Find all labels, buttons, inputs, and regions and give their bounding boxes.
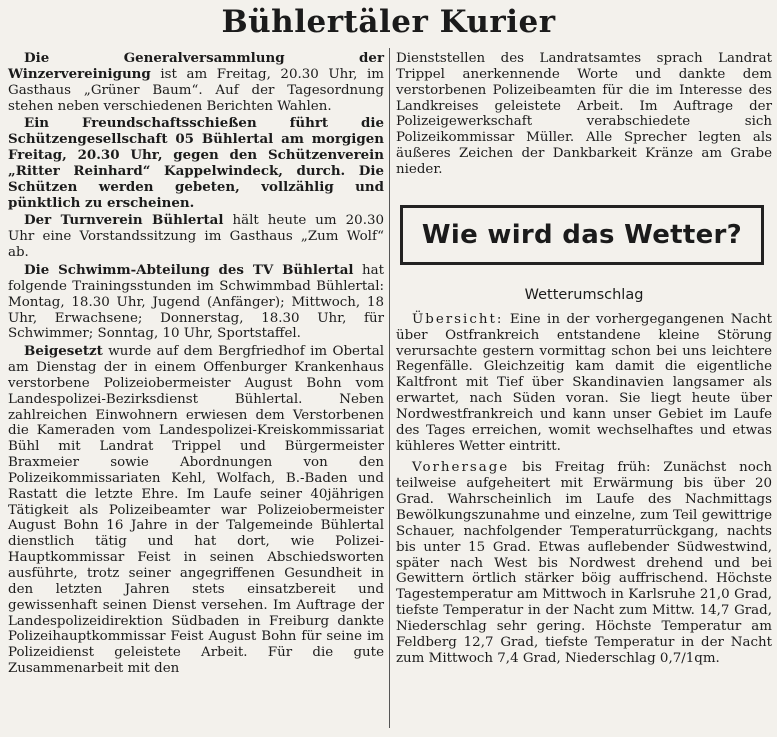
column-divider [389,48,390,728]
news-lead: Ein Freundschaftsschießen führt die Schützengesellschaft 05 Bühlertal am morgigen Freitag, 20.30 Uhr, gegen den Schützenverein „Ritter Reinhard“ Kappelwindeck, durch. Die Schützen werden gebeten, vollzählig und pünktlich zu erscheinen. [8,115,384,211]
news-lead: Der Turnverein Bühlertal [24,212,224,229]
weather-overview [396,312,772,455]
news-item [8,116,384,211]
overview-label: Übersicht: [412,311,504,327]
weather-subtitle: Wetterumschlag [524,287,644,303]
news-lead: Beigesetzt [24,343,103,360]
news-item [8,263,384,342]
news-item [8,344,384,677]
forecast-text: bis Freitag früh: Zunächst noch teilweise aufgeheitert mit Erwärmung bis über 20 Grad. Wahrscheinlich im Laufe des Nachmittags Bewölkungszunahme und einzelne, zum Teil gewittrige Schauer, nachfolgender Temperaturrückgang, nachts bis unter 15 Grad. Etwas auflebender Südwestwind, später nach West bis Nordwest drehend und bei Gewittern örtlich stärker böig auffrischend. Höchste Tagestemperatur am Mittwoch in Karlsruhe 21,0 Grad, tiefste Temperatur in der Nacht zum Mittw. 14,7 Grad, Niederschlag sehr gering. Höchste Temperatur am Feldberg 12,7 Grad, tiefste Temperatur in der Nacht zum Mittwoch 7,4 Grad, Niederschlag 0,7/1qm. [396,460,772,666]
news-item [8,213,384,261]
news-text: hat folgende Trainingsstunden im Schwimmbad Bühlertal: Montag, 18.30 Uhr, Jugend (Anfänger); Mittwoch, 18 Uhr, Erwachsene; Donnerstag, 18.30 Uhr, für Schwimmer; Sonntag, 10 Uhr, Sportstaffel. [8,262,384,342]
right-column-top [396,51,772,180]
masthead-title: Bühlertäler Kurier [221,4,556,40]
news-continuation: Dienststellen des Landratsamtes sprach Landrat Trippel anerkennende Worte und dankte dem verstorbenen Polizeibeamten für die im Interesse des Landkreises geleistete Arbeit. Im Auftrage der Polizeigewerkschaft verabschiedete sich Polizeikommissar Müller. Alle Sprecher legten als äußeres Zeichen der Dankbarkeit Kränze am Grabe nieder. [396,51,772,177]
overview-text: Eine in der vorhergegangenen Nacht über Ostfrankreich entstandene kleine Störung verursachte gestern vormittag schon bei uns leichtere Regenfälle. Gleichzeitig kam damit die eigentliche Kaltfront mit Tief über Skandinavien langsamer als erwartet, nach Süden voran. Sie liegt heute über Nordwestfrankreich und kann unser Gebiet im Laufe des Tages erreichen, womit wechselhaftes und etwas kühleres Wetter eintritt. [396,311,772,454]
forecast-label: Vorhersage [412,460,510,476]
news-text: wurde auf dem Bergfriedhof im Obertal am Dienstag der in einem Offenburger Krankenhaus verstorbene Polizeiobermeister August Bohn vom Landespolizei-Bezirksdienst Bühlertal. Neben zahlreichen Einwohnern erwiesen dem Verstorbenen die Kameraden vom Landespolizei-Kreiskommissariat Bühl mit Landrat Trippel und Bürgermeister Braxmeier sowie Abordnungen von den Polizeikommissariaten Kehl, Wolfach, B.-Baden und Rastatt die letzte Ehre. Im Laufe seiner 40jährigen Tätigkeit als Polizeibeamter war Polizeiobermeister August Bohn 16 Jahre in der Talgemeinde Bühlertal dienstlich tätig und hat dort, wie Polizei-Hauptkommissar Feist in seinen Abschiedsworten ausführte, trotz seiner angegriffenen Gesundheit in den letzten Jahren stets einsatzbereit und gewissenhaft seinen Dienst versehen. Im Auftrage der Landespolizeidirektion Südbaden in Freiburg dankte Polizeihauptkommissar Feist August Bohn für seine im Polizeidienst geleistete Arbeit. Für die gute Zusammenarbeit mit den [8,344,384,677]
weather-forecast [396,460,772,666]
news-lead: Die Schwimm-Abteilung des TV Bühlertal [24,261,354,278]
news-item [8,51,384,114]
left-column [8,51,384,679]
news-lead: Die Generalversammlung der Winzervereinigung [8,50,384,82]
weather-report [396,288,772,668]
weather-box-title: Wie wird das Wetter? [421,220,743,250]
weather-heading-box [400,205,764,265]
news-text: ist am Freitag, 20.30 Uhr, im Gasthaus „Grüner Baum“. Auf der Tagesordnung stehen neben verschiedenen Berichten Wahlen. [8,66,384,114]
news-text: hält heute um 20.30 Uhr eine Vorstandssitzung im Gasthaus „Zum Wolf“ ab. [8,213,384,261]
